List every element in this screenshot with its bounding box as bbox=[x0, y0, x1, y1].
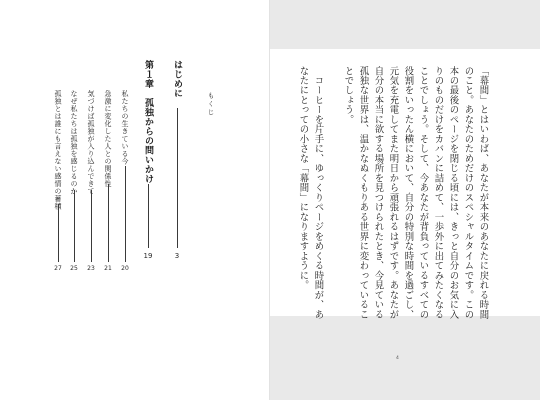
toc-leader bbox=[91, 190, 92, 262]
toc-leader bbox=[74, 190, 75, 262]
page-margin-bottom bbox=[270, 316, 540, 400]
toc-leader bbox=[58, 204, 59, 262]
toc-entry-title: 第１章 孤独からの問いかけ bbox=[143, 60, 153, 184]
essay-line: 自分の本当に欲する場所を見つけられたとき、今見ている bbox=[372, 66, 384, 320]
toc-entry-title: 急激に変化した人との関係性 bbox=[104, 90, 112, 188]
toc-leader bbox=[177, 108, 178, 248]
toc-entry-page: 21 bbox=[104, 265, 112, 272]
toc-entry-page: 20 bbox=[121, 265, 129, 272]
toc-entry-title: はじめに bbox=[172, 60, 182, 98]
toc-entry-page: 19 bbox=[143, 252, 153, 260]
essay-line: ことでしょう。そして、今あなたが背負っているすべての bbox=[417, 66, 429, 320]
toc-leader bbox=[125, 166, 126, 262]
essay-line: 役割をいったん横において、自分の特別な時間を過ごし、 bbox=[402, 66, 414, 320]
toc-entry-title: 孤独とは誰にも言えない感情の蓄積 bbox=[54, 90, 62, 210]
toc-entry-page: 3 bbox=[174, 252, 180, 260]
essay-line: 「幕間」とはいわば、あなたが本来のあなたに戻れる時間 bbox=[477, 66, 489, 320]
essay-line: コーヒーを片手に、ゆっくりページをめくる時間が、あ bbox=[312, 66, 324, 320]
toc-leader bbox=[148, 184, 149, 248]
essay-line: りのものだけをカバンに詰めて、一歩外に出てみたくなる bbox=[432, 66, 444, 320]
page-number: 4 bbox=[396, 356, 399, 361]
toc-heading: もくじ bbox=[206, 92, 215, 118]
essay-line: 本の最後のページを閉じる頃には、きっと自分のお気に入 bbox=[447, 66, 459, 320]
toc-entry-title: 私たちの生きている今 bbox=[121, 90, 129, 165]
essay-line: とでしょう。 bbox=[342, 66, 354, 125]
essay-line: のこと。あなたのためだけのスペシャルタイムです。この bbox=[462, 66, 474, 320]
essay-line: 元気を充電してまた明日から頑張れるはずです。あなたが bbox=[387, 66, 399, 320]
page-margin-top bbox=[270, 0, 540, 49]
toc-entry-title: 気づけば孤独が入り込んできて bbox=[87, 90, 95, 195]
essay-line: なたにとっての小さな「幕間」になりますように。 bbox=[297, 66, 309, 291]
toc-entry-page: 27 bbox=[54, 265, 62, 272]
toc-entry-page: 25 bbox=[70, 265, 78, 272]
toc-leader bbox=[108, 184, 109, 262]
toc-entry-title: なぜ私たちは孤独を感じるのか bbox=[70, 90, 78, 195]
gutter bbox=[269, 0, 270, 400]
toc-entry-page: 23 bbox=[87, 265, 95, 272]
essay-line: 孤独な世界は、温かなぬくもりある世界に変わっているこ bbox=[357, 66, 369, 320]
